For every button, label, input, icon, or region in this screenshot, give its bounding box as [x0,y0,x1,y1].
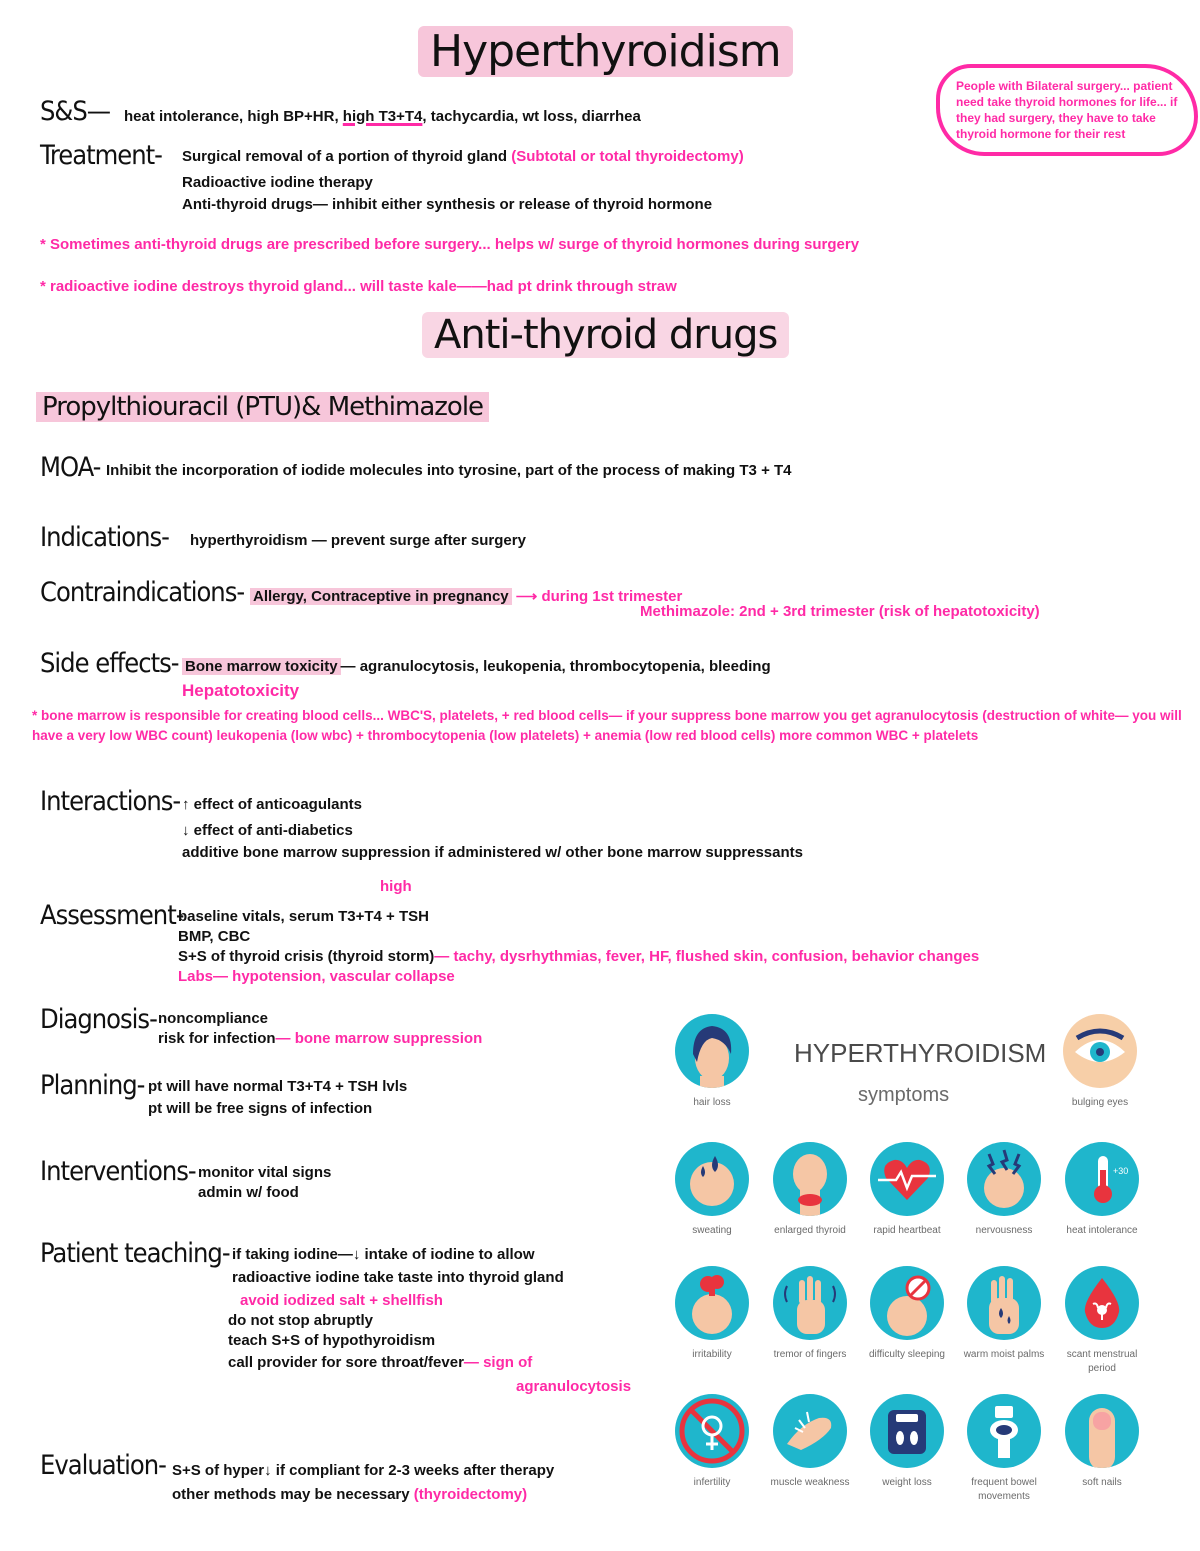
interventions-line1: monitor vital signs [198,1164,332,1181]
treatment-line1 [182,146,744,168]
sns-highlight: high T3+T4 [342,108,423,125]
interventions-line2: admin w/ food [198,1184,299,1201]
contraindications-pink2: Methimazole: 2nd + 3rd trimester (risk of hepatotoxicity) [640,603,1040,620]
no-sleep-icon [870,1266,944,1340]
irritability-icon [675,1266,749,1340]
symptom-label: difficulty sleeping [869,1349,945,1360]
symptom-nervousness [954,1142,1054,1238]
diagnosis-line2-text: risk for infection [158,1030,276,1047]
side-effects-text [182,656,771,678]
evaluation-line2-text: other methods may be necessary [172,1486,410,1503]
interactions-label: Interactions- [40,786,181,817]
contraindications-arrow: ⟶ [515,588,538,605]
side-effects-label: Side effects- [40,648,179,679]
assessment-label: Assessment- [40,900,184,931]
side-effects-rest: — agranulocytosis, leukopenia, thrombocytopenia, bleeding [340,658,771,675]
diagnosis-label: Diagnosis- [40,1004,157,1035]
side-effects-hepatotoxicity: Hepatotoxicity [182,681,300,700]
symptom-rapid-heartbeat [857,1142,957,1238]
diagnosis-line1: noncompliance [158,1010,269,1027]
sns-text-b: , tachycardia, wt loss, diarrhea [422,108,641,125]
contraindications-label: Contraindications- [40,577,245,608]
indications-label: Indications- [40,522,169,553]
symptom-irritability [662,1266,762,1362]
nail-finger-icon [1065,1394,1139,1468]
teaching-line3: avoid iodized salt + shellfish [240,1292,443,1309]
treatment-line1-pink: (Subtotal or total thyroidectomy) [511,148,744,165]
interactions-line2: ↓ effect of anti-diabetics [182,822,353,839]
svg-text:+30: +30 [1113,1166,1129,1176]
symptom-label: muscle weakness [770,1477,850,1488]
muscle-icon [773,1394,847,1468]
treatment-line2: Radioactive iodine therapy [182,174,373,191]
interactions-line1: ↑ effect of anticoagulants [182,796,363,813]
symptom-label: sweating [692,1225,732,1236]
teaching-line6 [228,1352,532,1374]
moist-palm-icon [967,1266,1041,1340]
evaluation-line1: S+S of hyper↓ if compliant for 2-3 weeks after therapy [172,1462,555,1479]
teaching-line7: agranulocytosis [516,1378,632,1395]
symptom-sweating [662,1142,762,1238]
symptom-enlarged-thyroid [760,1142,860,1238]
note-pre-surgery: * Sometimes anti-thyroid drugs are prescribed before surgery... helps w/ surge of thyroid hormones during surgery [40,236,860,253]
teaching-line6-pink: — sign of [463,1354,533,1371]
cloud-note-text: People with Bilateral surgery... patient need take thyroid hormones for life... if they had surgery, they have to take thyroid hormone for their rest [956,79,1178,141]
teaching-line2: radioactive iodine take taste into thyroid gland [232,1269,564,1286]
menstrual-drop-icon [1065,1266,1139,1340]
symptom-bowel-movements [954,1394,1054,1504]
symptom-label: infertility [693,1477,731,1488]
toilet-icon [967,1394,1041,1468]
teaching-line6-text: call provider for sore throat/fever [228,1354,464,1371]
treatment-label: Treatment- [40,140,162,171]
symptom-tremor [760,1266,860,1362]
symptom-label: heat intolerance [1066,1225,1138,1236]
sns-text-a: heat intolerance, high BP+HR, [124,108,339,125]
planning-label: Planning- [40,1070,145,1101]
symptom-label: tremor of fingers [773,1349,847,1360]
symptom-heat-intolerance [1052,1142,1152,1238]
sweating-icon [675,1142,749,1216]
planning-line1: pt will have normal T3+T4 + TSH lvls [148,1078,408,1095]
symptom-label: hair loss [693,1097,731,1108]
symptom-muscle-weakness [760,1394,860,1490]
drug-name: Propylthiouracil (PTU)& Methimazole [36,392,489,422]
symptom-label: frequent bowel movements [971,1477,1037,1502]
symptom-soft-nails [1052,1394,1152,1490]
assessment-line3 [178,946,979,968]
symptom-label: scant menstrual period [1066,1349,1138,1374]
side-effects-note: * bone marrow is responsible for creating blood cells... WBC'S, platelets, + red blood cells— if your suppress bone marrow you get agranulocytosis (destruction of white— you will have a very low WBC count) leukopenia (low wbc) + thrombocytopenia (low platelets) + anemia (low red blood cells) more common WBC + platelets [32,708,1182,743]
scale-icon [870,1394,944,1468]
assessment-line1: baseline vitals, serum T3+T4 + TSH [178,908,429,925]
teaching-line1: if taking iodine—↓ intake of iodine to allow [232,1246,535,1263]
note-radioactive-iodine: * radioactive iodine destroys thyroid gland... will taste kale——had pt drink through straw [40,278,677,295]
diagnosis-line2 [158,1028,482,1050]
symptom-hair-loss [662,1014,762,1110]
cloud-note [936,64,1198,156]
symptom-label: irritability [692,1349,732,1360]
assessment-line3-text: S+S of thyroid crisis (thyroid storm) [178,948,435,965]
teaching-line5: teach S+S of hypothyroidism [228,1332,436,1349]
symptom-label: rapid heartbeat [873,1225,941,1236]
diagnosis-line2-pink: — bone marrow suppression [275,1030,483,1047]
indications-text: hyperthyroidism — prevent surge after surgery [190,532,526,549]
assessment-high-note: high [380,878,412,895]
evaluation-label: Evaluation- [40,1450,166,1481]
evaluation-line2-pink: (thyroidectomy) [413,1486,528,1503]
moa-text: Inhibit the incorporation of iodide molecules into tyrosine, part of the process of making T3 + T4 [106,462,792,479]
symptom-label: nervousness [975,1225,1033,1236]
treatment-line3: Anti-thyroid drugs— inhibit either synthesis or release of thyroid hormone [182,196,713,213]
symptom-label: warm moist palms [963,1349,1045,1360]
thermometer-icon [1065,1142,1139,1216]
planning-line2: pt will be free signs of infection [148,1100,373,1117]
section-title-drugs: Anti-thyroid drugs [422,312,789,358]
assessment-line3-pink: — tachy, dysrhythmias, fever, HF, flushed skin, confusion, behavior changes [434,948,980,965]
side-effects-highlight: Bone marrow toxicity [182,658,341,675]
interactions-line3: additive bone marrow suppression if administered w/ other bone marrow suppressants [182,844,803,861]
symptom-bulging-eyes [1050,1014,1150,1110]
contraindications-pink1: during 1st trimester [541,588,683,605]
infographic-subtitle: symptoms [858,1084,950,1106]
symptom-infertility [662,1394,762,1490]
tremor-hand-icon [773,1266,847,1340]
sns-text [124,106,641,128]
symptom-label: enlarged thyroid [774,1225,846,1236]
enlarged-thyroid-icon [773,1142,847,1216]
treatment-line1-text: Surgical removal of a portion of thyroid gland [182,148,508,165]
page-title: Hyperthyroidism [418,26,793,77]
assessment-line4: Labs— hypotension, vascular collapse [178,968,455,985]
hair-loss-icon [675,1014,749,1088]
interventions-label: Interventions- [40,1156,196,1187]
contraindications-highlight: Allergy, Contraceptive in pregnancy [250,588,512,605]
infographic-title: HYPERTHYROIDISM [794,1038,1047,1068]
symptom-label: weight loss [882,1477,932,1488]
nervousness-icon [967,1142,1041,1216]
evaluation-line2 [172,1484,527,1506]
symptom-label: bulging eyes [1071,1097,1129,1108]
moa-label: MOA- [40,452,101,483]
symptoms-infographic [660,1008,1160,1508]
bulging-eye-icon [1063,1014,1137,1088]
symptom-moist-palms [954,1266,1054,1362]
infertility-icon [675,1394,749,1468]
symptom-scant-menstrual [1052,1266,1152,1376]
assessment-line2: BMP, CBC [178,928,251,945]
symptom-difficulty-sleeping [857,1266,957,1362]
symptom-weight-loss [857,1394,957,1490]
heartbeat-icon [870,1142,944,1216]
teaching-label: Patient teaching- [40,1238,230,1269]
contraindications-text [250,586,682,608]
sns-label: S&S— [40,96,111,127]
symptom-label: soft nails [1082,1477,1122,1488]
teaching-line4: do not stop abruptly [228,1312,373,1329]
